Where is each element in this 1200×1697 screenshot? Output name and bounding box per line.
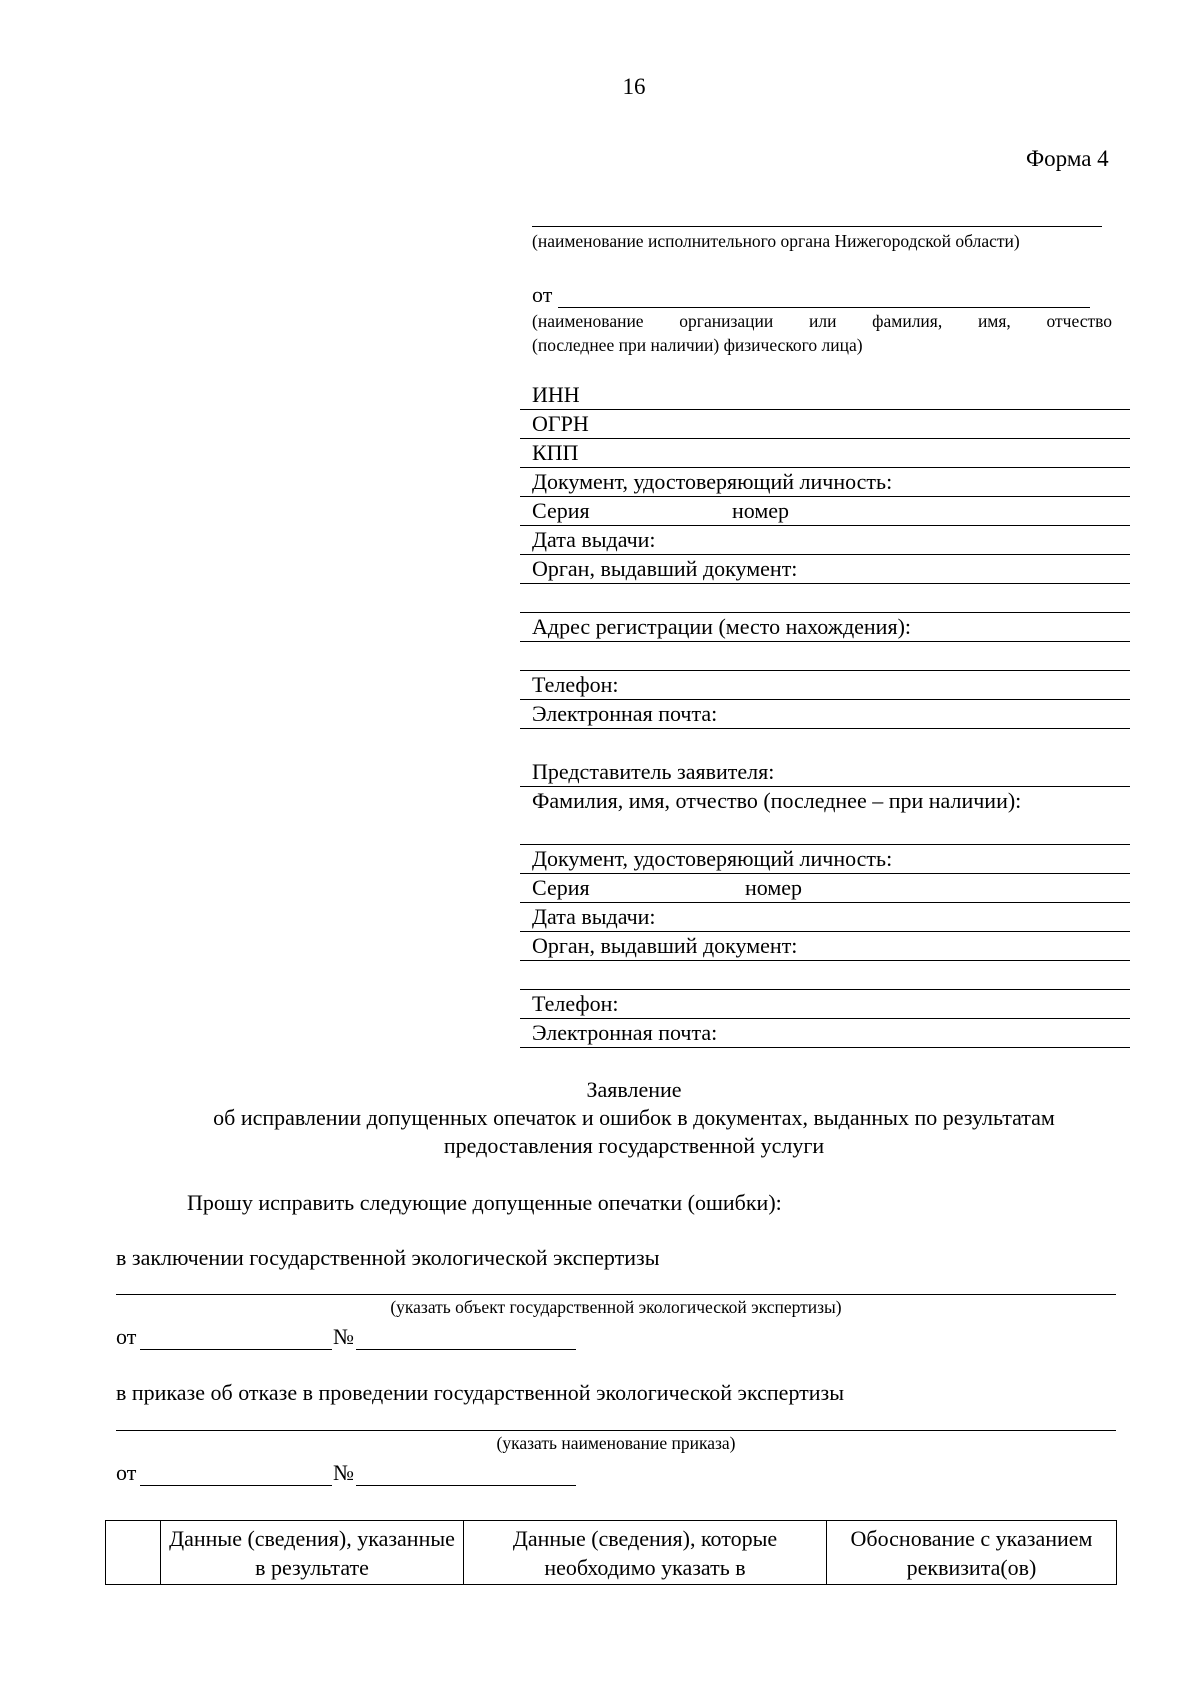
representative-name-label: Фамилия, имя, отчество (последнее – при наличии): — [532, 788, 1022, 813]
order-date-line[interactable] — [140, 1485, 332, 1486]
addressee-caption: (наименование исполнительного органа Нижегородской области) — [532, 231, 1020, 251]
addressee-name-line[interactable] — [532, 226, 1102, 227]
order-label: в приказе об отказе в проведении государственной экологической экспертизы — [116, 1380, 845, 1405]
issuer-field[interactable] — [520, 554, 1130, 584]
conclusion-date-line[interactable] — [140, 1349, 332, 1350]
address-field[interactable] — [520, 612, 1130, 642]
id-document-label: Документ, удостоверяющий личность: — [532, 469, 893, 494]
rep-phone-field[interactable] — [520, 989, 1130, 1019]
phone-field[interactable] — [520, 670, 1130, 700]
rep-issue-date-field[interactable] — [520, 902, 1130, 932]
conclusion-caption: (указать объект государственной экологической экспертизы) — [390, 1297, 842, 1317]
issue-date-field[interactable] — [520, 525, 1130, 555]
rep-issuer-field-continued[interactable] — [520, 960, 1130, 990]
errors-table-header-row — [106, 1521, 1117, 1585]
ogrn-field[interactable] — [520, 409, 1130, 439]
order-from-label: от — [116, 1460, 137, 1485]
conclusion-object-line[interactable] — [116, 1294, 1116, 1295]
table-header-justification: Обоснование с указанием реквизита(ов) — [827, 1521, 1117, 1585]
rep-id-document-label: Документ, удостоверяющий личность: — [532, 846, 893, 871]
representative-heading-field — [520, 757, 1130, 787]
email-label: Электронная почта: — [532, 701, 718, 726]
order-name-line[interactable] — [116, 1430, 1116, 1431]
issuer-field-continued[interactable] — [520, 583, 1130, 613]
rep-series-number-field[interactable] — [520, 873, 1130, 903]
email-field[interactable] — [520, 699, 1130, 729]
order-caption: (указать наименование приказа) — [496, 1433, 736, 1453]
issuer-label: Орган, выдавший документ: — [532, 556, 798, 581]
rep-id-document-field[interactable] — [520, 844, 1130, 874]
table-header-correct-data: Данные (сведения), которые необходимо указать в — [464, 1521, 827, 1585]
conclusion-number-line[interactable] — [356, 1349, 576, 1350]
representative-name-line[interactable] — [520, 815, 1130, 845]
rep-email-label: Электронная почта: — [532, 1020, 718, 1045]
page-number: 16 — [622, 74, 646, 99]
issue-date-label: Дата выдачи: — [532, 527, 656, 552]
rep-phone-label: Телефон: — [532, 991, 619, 1016]
kpp-field[interactable] — [520, 438, 1130, 468]
representative-heading: Представитель заявителя: — [532, 759, 775, 784]
table-header-current-data: Данные (сведения), указанные в результате — [161, 1521, 464, 1585]
order-number-sign: № — [333, 1460, 354, 1485]
rep-series-label: Серия — [532, 875, 590, 900]
phone-label: Телефон: — [532, 672, 619, 697]
from-name-line[interactable] — [558, 307, 1090, 308]
table-header-index — [106, 1521, 161, 1585]
ogrn-label: ОГРН — [532, 411, 589, 436]
statement-title: Заявление — [586, 1077, 682, 1102]
inn-label: ИНН — [532, 382, 580, 407]
from-caption-line2: (последнее при наличии) физического лица) — [532, 335, 863, 355]
rep-number-label: номер — [745, 875, 803, 900]
number-label: номер — [732, 498, 790, 523]
from-label: от — [532, 282, 553, 307]
id-document-field[interactable] — [520, 467, 1130, 497]
request-text: Прошу исправить следующие допущенные опечатки (ошибки): — [187, 1190, 782, 1215]
series-label: Серия — [532, 498, 590, 523]
inn-field[interactable] — [520, 380, 1130, 410]
kpp-label: КПП — [532, 440, 579, 465]
conclusion-number-sign: № — [333, 1324, 354, 1349]
rep-issuer-field[interactable] — [520, 931, 1130, 961]
address-label: Адрес регистрации (место нахождения): — [532, 614, 912, 639]
statement-subtitle-line2: предоставления государственной услуги — [443, 1133, 825, 1158]
statement-subtitle-line1: об исправлении допущенных опечаток и ошибок в документах, выданных по результатам — [213, 1105, 1055, 1130]
conclusion-label: в заключении государственной экологической экспертизы — [116, 1245, 660, 1270]
from-caption-line1: (наименование организации или фамилия, имя, отчество — [532, 311, 1112, 331]
rep-issue-date-label: Дата выдачи: — [532, 904, 656, 929]
rep-email-field[interactable] — [520, 1018, 1130, 1048]
conclusion-from-label: от — [116, 1324, 137, 1349]
rep-issuer-label: Орган, выдавший документ: — [532, 933, 798, 958]
representative-name-field[interactable] — [520, 786, 1130, 815]
order-number-line[interactable] — [356, 1485, 576, 1486]
errors-table — [105, 1520, 1117, 1585]
series-number-field[interactable] — [520, 496, 1130, 526]
address-field-continued[interactable] — [520, 641, 1130, 671]
form-label: Форма 4 — [1026, 146, 1109, 171]
